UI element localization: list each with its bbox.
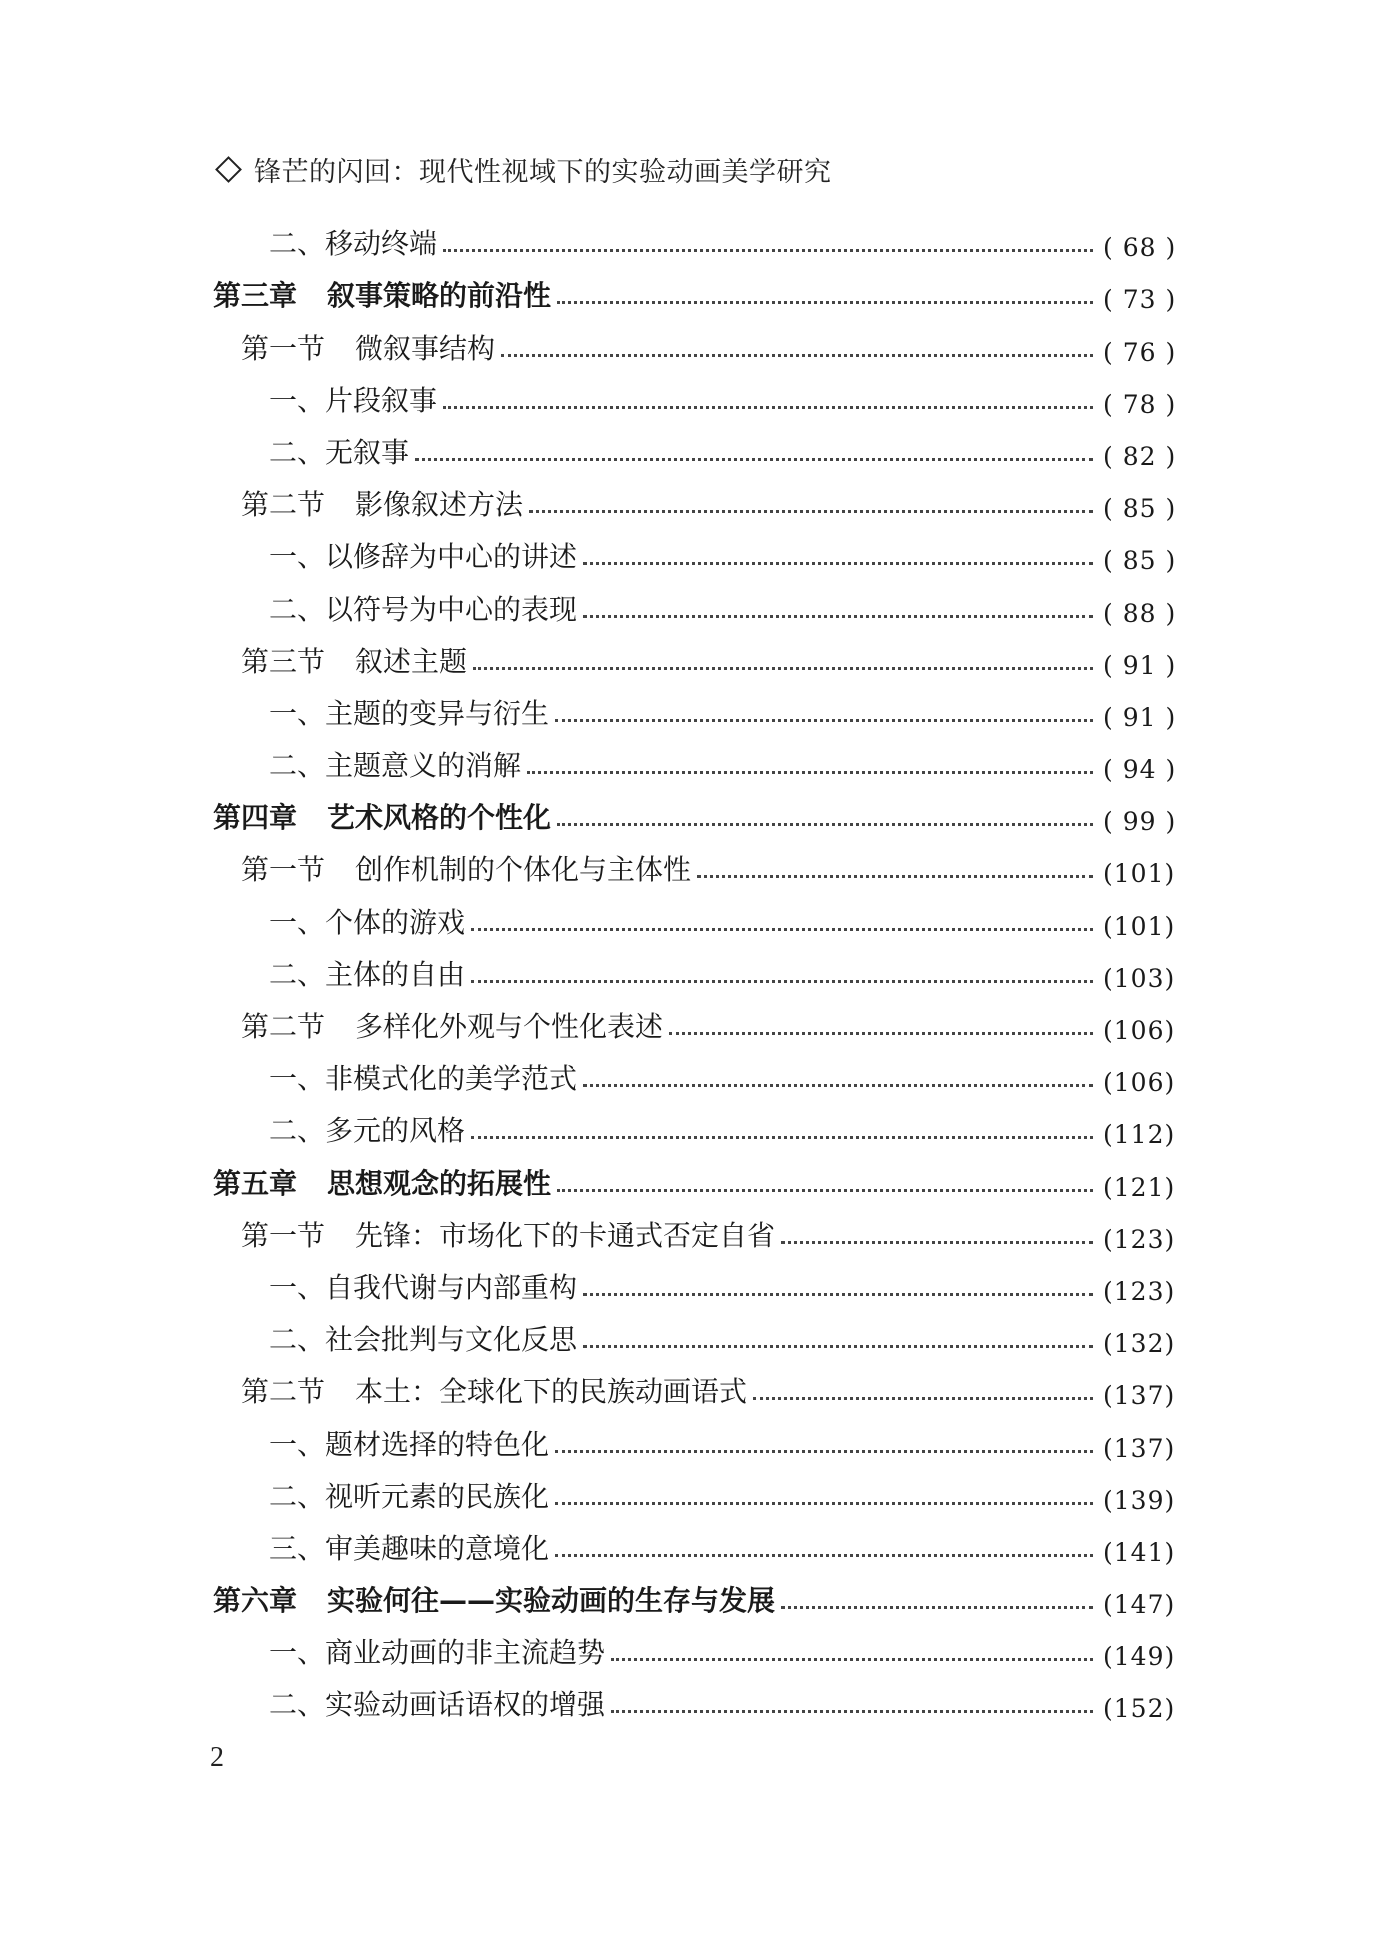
- toc-entry-item: [213, 1619, 1176, 1672]
- toc-entry-number: 第三节: [241, 644, 326, 678]
- toc-entry-label: 多样化外观与个性化表述: [355, 1010, 664, 1043]
- toc-entry-title: [241, 1370, 747, 1410]
- toc-entry-item: [213, 1515, 1176, 1567]
- dot-leader: [555, 719, 1093, 722]
- toc-entry-item: [213, 1306, 1176, 1359]
- toc-entry-label: 叙事策略的前沿性: [327, 279, 552, 313]
- dot-leader: [557, 1189, 1093, 1192]
- toc-entry-title: [241, 327, 495, 367]
- dot-leader: [555, 1554, 1093, 1557]
- dot-leader: [443, 406, 1093, 409]
- dot-leader: [527, 771, 1093, 774]
- dot-leader: [611, 1658, 1093, 1661]
- toc-entry-label: 创作机制的个体化与主体性: [355, 853, 692, 887]
- toc-entry-title: [269, 1423, 549, 1463]
- toc-entry-chapter: [213, 1567, 1176, 1620]
- toc-entry-page: (141): [1103, 1537, 1176, 1567]
- toc-entry-item: [213, 419, 1177, 471]
- dot-leader: [557, 301, 1093, 304]
- toc-entry-section: [213, 314, 1177, 367]
- toc-entry-page: (112): [1103, 1120, 1176, 1150]
- dot-leader: [753, 1397, 1093, 1400]
- toc-entry-label: 二、社会批判与文化反思: [269, 1323, 578, 1357]
- toc-entry-page: (152): [1103, 1694, 1176, 1724]
- toc-entry-page: (123): [1103, 1224, 1176, 1254]
- toc-entry-label: 一、商业动画的非主流趋势: [269, 1636, 606, 1670]
- toc-entry-title: [241, 640, 467, 680]
- toc-entry-title: [241, 1214, 775, 1254]
- toc-entry-title: [269, 1475, 549, 1515]
- toc-entry-page: (132): [1103, 1329, 1176, 1359]
- dot-leader: [583, 1293, 1093, 1296]
- toc-entry-label: 二、主体的自由: [269, 957, 466, 991]
- toc-entry-section: [213, 628, 1177, 680]
- toc-entry-number: 第二节: [241, 488, 326, 522]
- toc-entry-number: 第一节: [241, 1218, 326, 1252]
- toc-entry-title: [269, 222, 437, 262]
- toc-entry-page: ( 76 ): [1103, 337, 1177, 367]
- toc-entry-label: 二、视听元素的民族化: [269, 1479, 550, 1513]
- toc-entry-item: [213, 941, 1176, 993]
- toc-entry-page: (101): [1103, 911, 1176, 941]
- toc-entry-title: [269, 431, 409, 471]
- dot-leader: [443, 249, 1093, 252]
- toc-entry-item: [213, 680, 1177, 732]
- running-header: [213, 150, 832, 189]
- toc-entry-item: [213, 1671, 1176, 1724]
- toc-entry-title: [241, 1005, 663, 1045]
- toc-entry-label: 一、以修辞为中心的讲述: [269, 540, 578, 574]
- toc-entry-item: [213, 367, 1177, 419]
- table-of-contents: [213, 210, 1177, 1724]
- toc-entry-title: [269, 744, 521, 784]
- dot-leader: [557, 823, 1093, 826]
- toc-entry-chapter: [213, 1149, 1176, 1202]
- toc-entry-title: [269, 1109, 465, 1149]
- toc-entry-title: [213, 796, 551, 836]
- toc-entry-label: 思想观念的拓展性: [327, 1166, 552, 1200]
- toc-entry-number: 第三章: [213, 279, 298, 313]
- toc-entry-title: [213, 1162, 551, 1202]
- dot-leader: [583, 562, 1093, 565]
- toc-entry-title: [269, 692, 549, 732]
- dot-leader: [501, 354, 1093, 357]
- dot-leader: [583, 1084, 1093, 1087]
- dot-leader: [781, 1606, 1093, 1609]
- toc-entry-label: 叙述主题: [355, 644, 468, 678]
- toc-entry-page: (121): [1103, 1172, 1176, 1202]
- toc-entry-page: (139): [1103, 1485, 1176, 1515]
- toc-entry-title: [213, 1579, 775, 1619]
- toc-entry-title: [241, 483, 523, 523]
- toc-entry-title: [269, 1683, 605, 1723]
- toc-entry-label: 实验何往——实验动画的生存与发展: [327, 1584, 776, 1618]
- toc-entry-page: ( 85 ): [1103, 494, 1177, 524]
- toc-entry-item: [213, 1097, 1176, 1150]
- toc-entry-label: 二、无叙事: [269, 435, 410, 469]
- toc-entry-page: (123): [1103, 1276, 1176, 1306]
- toc-entry-number: 第四章: [213, 801, 298, 835]
- toc-entry-page: ( 88 ): [1103, 598, 1177, 628]
- toc-entry-label: 微叙事结构: [355, 331, 496, 365]
- toc-entry-page: (106): [1103, 1016, 1176, 1045]
- toc-entry-page: ( 85 ): [1103, 546, 1177, 576]
- dot-leader: [781, 1241, 1093, 1244]
- toc-entry-number: 第一节: [241, 853, 326, 887]
- toc-entry-title: [269, 1631, 605, 1671]
- running-header-title: 锋芒的闪回：现代性视域下的实验动画美学研究: [254, 157, 832, 188]
- toc-entry-title: [269, 1527, 549, 1567]
- toc-entry-section: [213, 993, 1176, 1045]
- toc-entry-page: ( 68 ): [1103, 233, 1177, 263]
- toc-entry-number: 第二节: [241, 1375, 326, 1409]
- toc-entry-page: (103): [1103, 963, 1176, 993]
- toc-entry-label: 一、自我代谢与内部重构: [269, 1270, 578, 1304]
- dot-leader: [669, 1032, 1093, 1035]
- toc-entry-label: 本土：全球化下的民族动画语式: [355, 1375, 748, 1409]
- toc-entry-item: [213, 210, 1177, 263]
- toc-entry-label: 先锋：市场化下的卡通式否定自省: [355, 1218, 776, 1252]
- toc-entry-label: 三、审美趣味的意境化: [269, 1531, 550, 1565]
- toc-entry-page: ( 78 ): [1103, 389, 1177, 419]
- toc-entry-label: 二、移动终端: [269, 227, 438, 261]
- toc-entry-section: [213, 1358, 1176, 1411]
- toc-entry-section: [213, 471, 1177, 524]
- dot-leader: [697, 875, 1093, 878]
- toc-entry-page: ( 73 ): [1103, 285, 1177, 315]
- toc-entry-number: 第二节: [241, 1010, 326, 1043]
- toc-entry-label: 影像叙述方法: [355, 488, 524, 522]
- toc-entry-item: [213, 732, 1177, 785]
- toc-entry-section: [213, 836, 1176, 889]
- toc-entry-label: 二、以符号为中心的表现: [269, 592, 578, 626]
- toc-entry-item: [213, 1045, 1176, 1098]
- toc-entry-page: ( 82 ): [1103, 441, 1177, 471]
- toc-entry-number: 第五章: [213, 1166, 298, 1200]
- toc-entry-title: [269, 1318, 577, 1358]
- dot-leader: [415, 458, 1093, 461]
- toc-entry-title: [269, 588, 577, 628]
- toc-entry-page: (106): [1103, 1068, 1176, 1098]
- toc-entry-page: (137): [1103, 1433, 1176, 1463]
- toc-entry-page: ( 91 ): [1103, 650, 1177, 680]
- dot-leader: [471, 928, 1093, 931]
- toc-entry-page: (101): [1103, 859, 1176, 889]
- toc-entry-label: 一、片段叙事: [269, 383, 438, 417]
- toc-entry-label: 二、多元的风格: [269, 1114, 466, 1148]
- toc-entry-label: 一、题材选择的特色化: [269, 1427, 550, 1461]
- toc-entry-label: 二、实验动画话语权的增强: [269, 1688, 606, 1722]
- toc-entry-item: [213, 1463, 1176, 1515]
- dot-leader: [529, 510, 1093, 513]
- toc-entry-label: 一、非模式化的美学范式: [269, 1062, 578, 1096]
- toc-entry-chapter: [213, 262, 1177, 315]
- toc-entry-label: 二、主题意义的消解: [269, 749, 522, 783]
- toc-entry-number: 第一节: [241, 331, 326, 365]
- toc-entry-label: 一、主题的变异与衍生: [269, 696, 550, 730]
- toc-entry-item: [213, 1410, 1176, 1463]
- dot-leader: [583, 615, 1093, 618]
- toc-entry-title: [269, 953, 465, 993]
- diamond-icon: [215, 156, 242, 183]
- toc-entry-title: [213, 274, 551, 314]
- dot-leader: [471, 980, 1093, 983]
- toc-entry-item: [213, 523, 1177, 576]
- toc-entry-title: [269, 1057, 577, 1097]
- toc-entry-item: [213, 1254, 1176, 1306]
- toc-entry-section: [213, 1202, 1176, 1254]
- dot-leader: [583, 1345, 1093, 1348]
- toc-entry-number: 第六章: [213, 1584, 298, 1618]
- toc-entry-page: ( 99 ): [1103, 807, 1177, 837]
- toc-entry-title: [241, 848, 691, 888]
- toc-entry-item: [213, 575, 1177, 628]
- toc-entry-title: [269, 535, 577, 575]
- toc-entry-page: ( 94 ): [1103, 755, 1177, 785]
- toc-entry-item: [213, 888, 1176, 941]
- toc-entry-chapter: [213, 784, 1177, 837]
- dot-leader: [473, 667, 1093, 670]
- toc-entry-title: [269, 901, 465, 941]
- toc-entry-page: (137): [1103, 1381, 1176, 1411]
- dot-leader: [555, 1450, 1093, 1453]
- dot-leader: [555, 1502, 1093, 1505]
- dot-leader: [471, 1136, 1093, 1139]
- page-number: 2: [210, 1742, 224, 1773]
- toc-entry-label: 艺术风格的个性化: [327, 801, 552, 835]
- toc-entry-title: [269, 379, 437, 419]
- toc-entry-title: [269, 1266, 577, 1306]
- toc-entry-page: (147): [1103, 1590, 1176, 1620]
- toc-entry-page: (149): [1103, 1642, 1176, 1672]
- dot-leader: [611, 1710, 1093, 1713]
- toc-entry-page: ( 91 ): [1103, 702, 1177, 732]
- toc-entry-label: 一、个体的游戏: [269, 905, 466, 939]
